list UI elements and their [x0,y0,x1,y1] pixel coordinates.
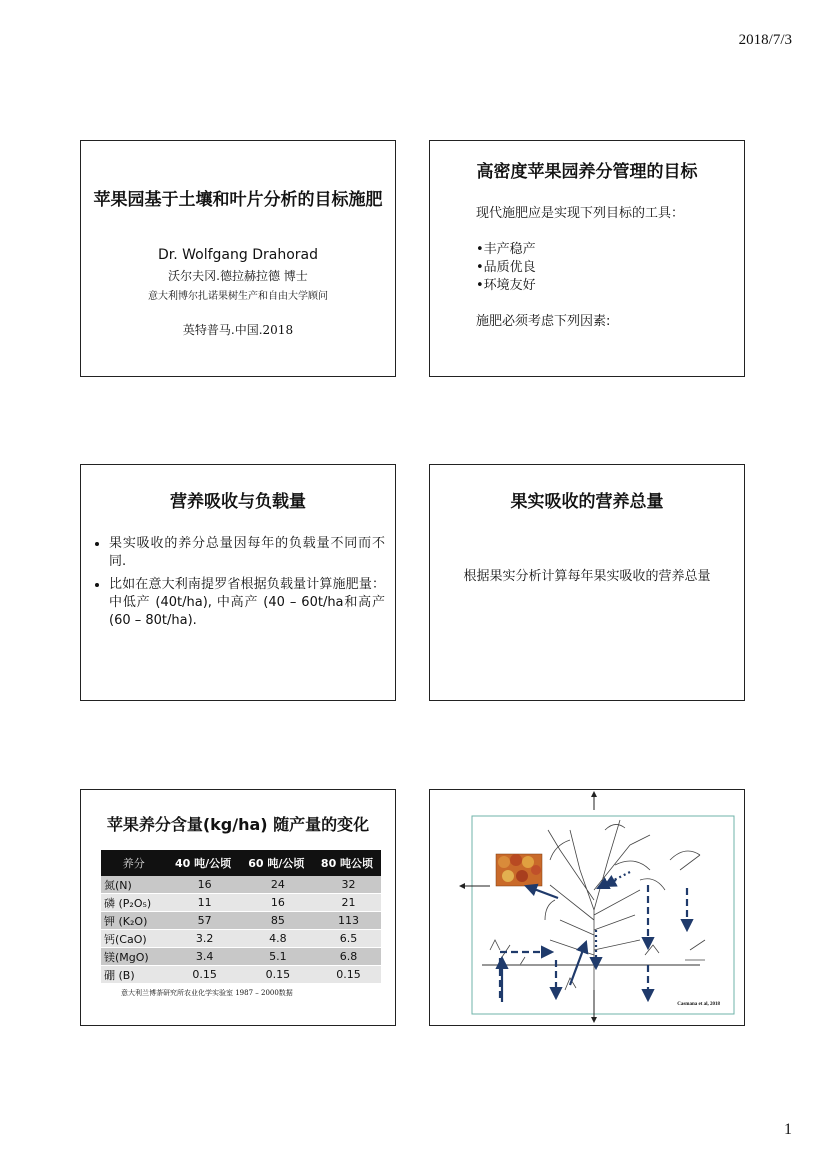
table-row [101,894,381,912]
table-row [101,876,381,894]
table-cell: 镁(MgO) [101,948,166,966]
table-cell: 硼 (B) [101,966,166,984]
diagram-frame [472,816,734,1014]
slide-4-text: 根据果实分析计算每年果实吸收的营养总量 [463,569,711,584]
slide-1-affiliation: 意大利博尔扎诺果树生产和自由大学顾问 [148,291,328,302]
slide-4 [429,464,745,701]
table-cell: 32 [313,876,381,894]
slide-3-title: 营养吸收与负载量 [170,492,306,512]
slide-5 [80,789,396,1026]
table-source-note: 意大利兰博荼研究所农业化学实验室 1987 – 2000数据 [121,989,293,997]
table-cell: 3.4 [166,948,239,966]
slide-2-body [476,205,684,331]
table-cell: 16 [240,894,313,912]
slide-1-author: Dr. Wolfgang Drahorad [157,247,318,263]
table-cell: 11 [166,894,239,912]
slide-4-title: 果实吸收的营养总量 [510,492,664,512]
table-row [101,930,381,948]
slide-3-bullet-list [91,535,385,635]
slide-1 [80,140,396,377]
diagram-credit: Casmana et al, 2018 [677,1002,720,1007]
slide-1-title: 苹果园基于土壤和叶片分析的目标施肥 [93,190,383,210]
slide-2-title: 高密度苹果园养分管理的目标 [476,162,698,182]
slide-3 [80,464,396,701]
slide-2-closing: 施肥必须考虑下列因素: [476,314,611,329]
table-cell: 0.15 [166,966,239,984]
slide-2-bullet: •丰产稳产 [476,242,536,257]
table-cell: 氮(N) [101,876,166,894]
table-cell: 0.15 [240,966,313,984]
table-header-cell: 养分 [101,850,166,876]
table-row [101,912,381,930]
slide-5-title: 苹果养分含量(kg/ha) 随产量的变化 [106,815,370,834]
table-header-cell: 40 吨/公顷 [166,850,239,876]
slide-2-bullet: •品质优良 [476,260,536,275]
slide-1-author-cn: 沃尔夫冈.德拉赫拉德 博士 [168,269,308,283]
slide-2-intro: 现代施肥应是实现下列目标的工具： [476,206,685,221]
table-cell: 3.2 [166,930,239,948]
slide-3-bullet: • 比如在意大利南提罗省根据负载量计算施肥量： 中低产 (40t/ha), 中高产 (40 – 60t/ha和高产 (60 – 80t/ha). [109,576,385,630]
table-cell: 24 [240,876,313,894]
page-number: 1 [784,1121,792,1138]
table-cell: 0.15 [313,966,381,984]
table-cell: 磷 (P₂O₅) [101,894,166,912]
header-date: 2018/7/3 [738,32,792,48]
nutrient-flow-diagram [430,790,746,1027]
table-header-row [101,850,381,876]
table-cell: 21 [313,894,381,912]
table-header-cell: 80 吨公顷 [313,850,381,876]
table-cell: 钾 (K₂O) [101,912,166,930]
table-cell: 4.8 [240,930,313,948]
slide-2-bullet: •环境友好 [476,278,536,293]
table-header-cell: 60 吨/公顷 [240,850,313,876]
nutrient-table [101,850,381,984]
slide-3-bullet: • 果实吸收的养分总量因每年的负载量不同而不同. [109,535,385,571]
slide-6 [429,789,745,1026]
flow-arrows [460,872,687,1002]
table-cell: 57 [166,912,239,930]
table-cell: 16 [166,876,239,894]
table-row [101,966,381,984]
table-row [101,948,381,966]
table-cell: 5.1 [240,948,313,966]
table-cell: 113 [313,912,381,930]
table-cell: 85 [240,912,313,930]
slide-2 [429,140,745,377]
table-cell: 钙(CaO) [101,930,166,948]
table-cell: 6.8 [313,948,381,966]
table-cell: 6.5 [313,930,381,948]
slide-1-place: 英特普马.中国.2018 [182,323,294,337]
